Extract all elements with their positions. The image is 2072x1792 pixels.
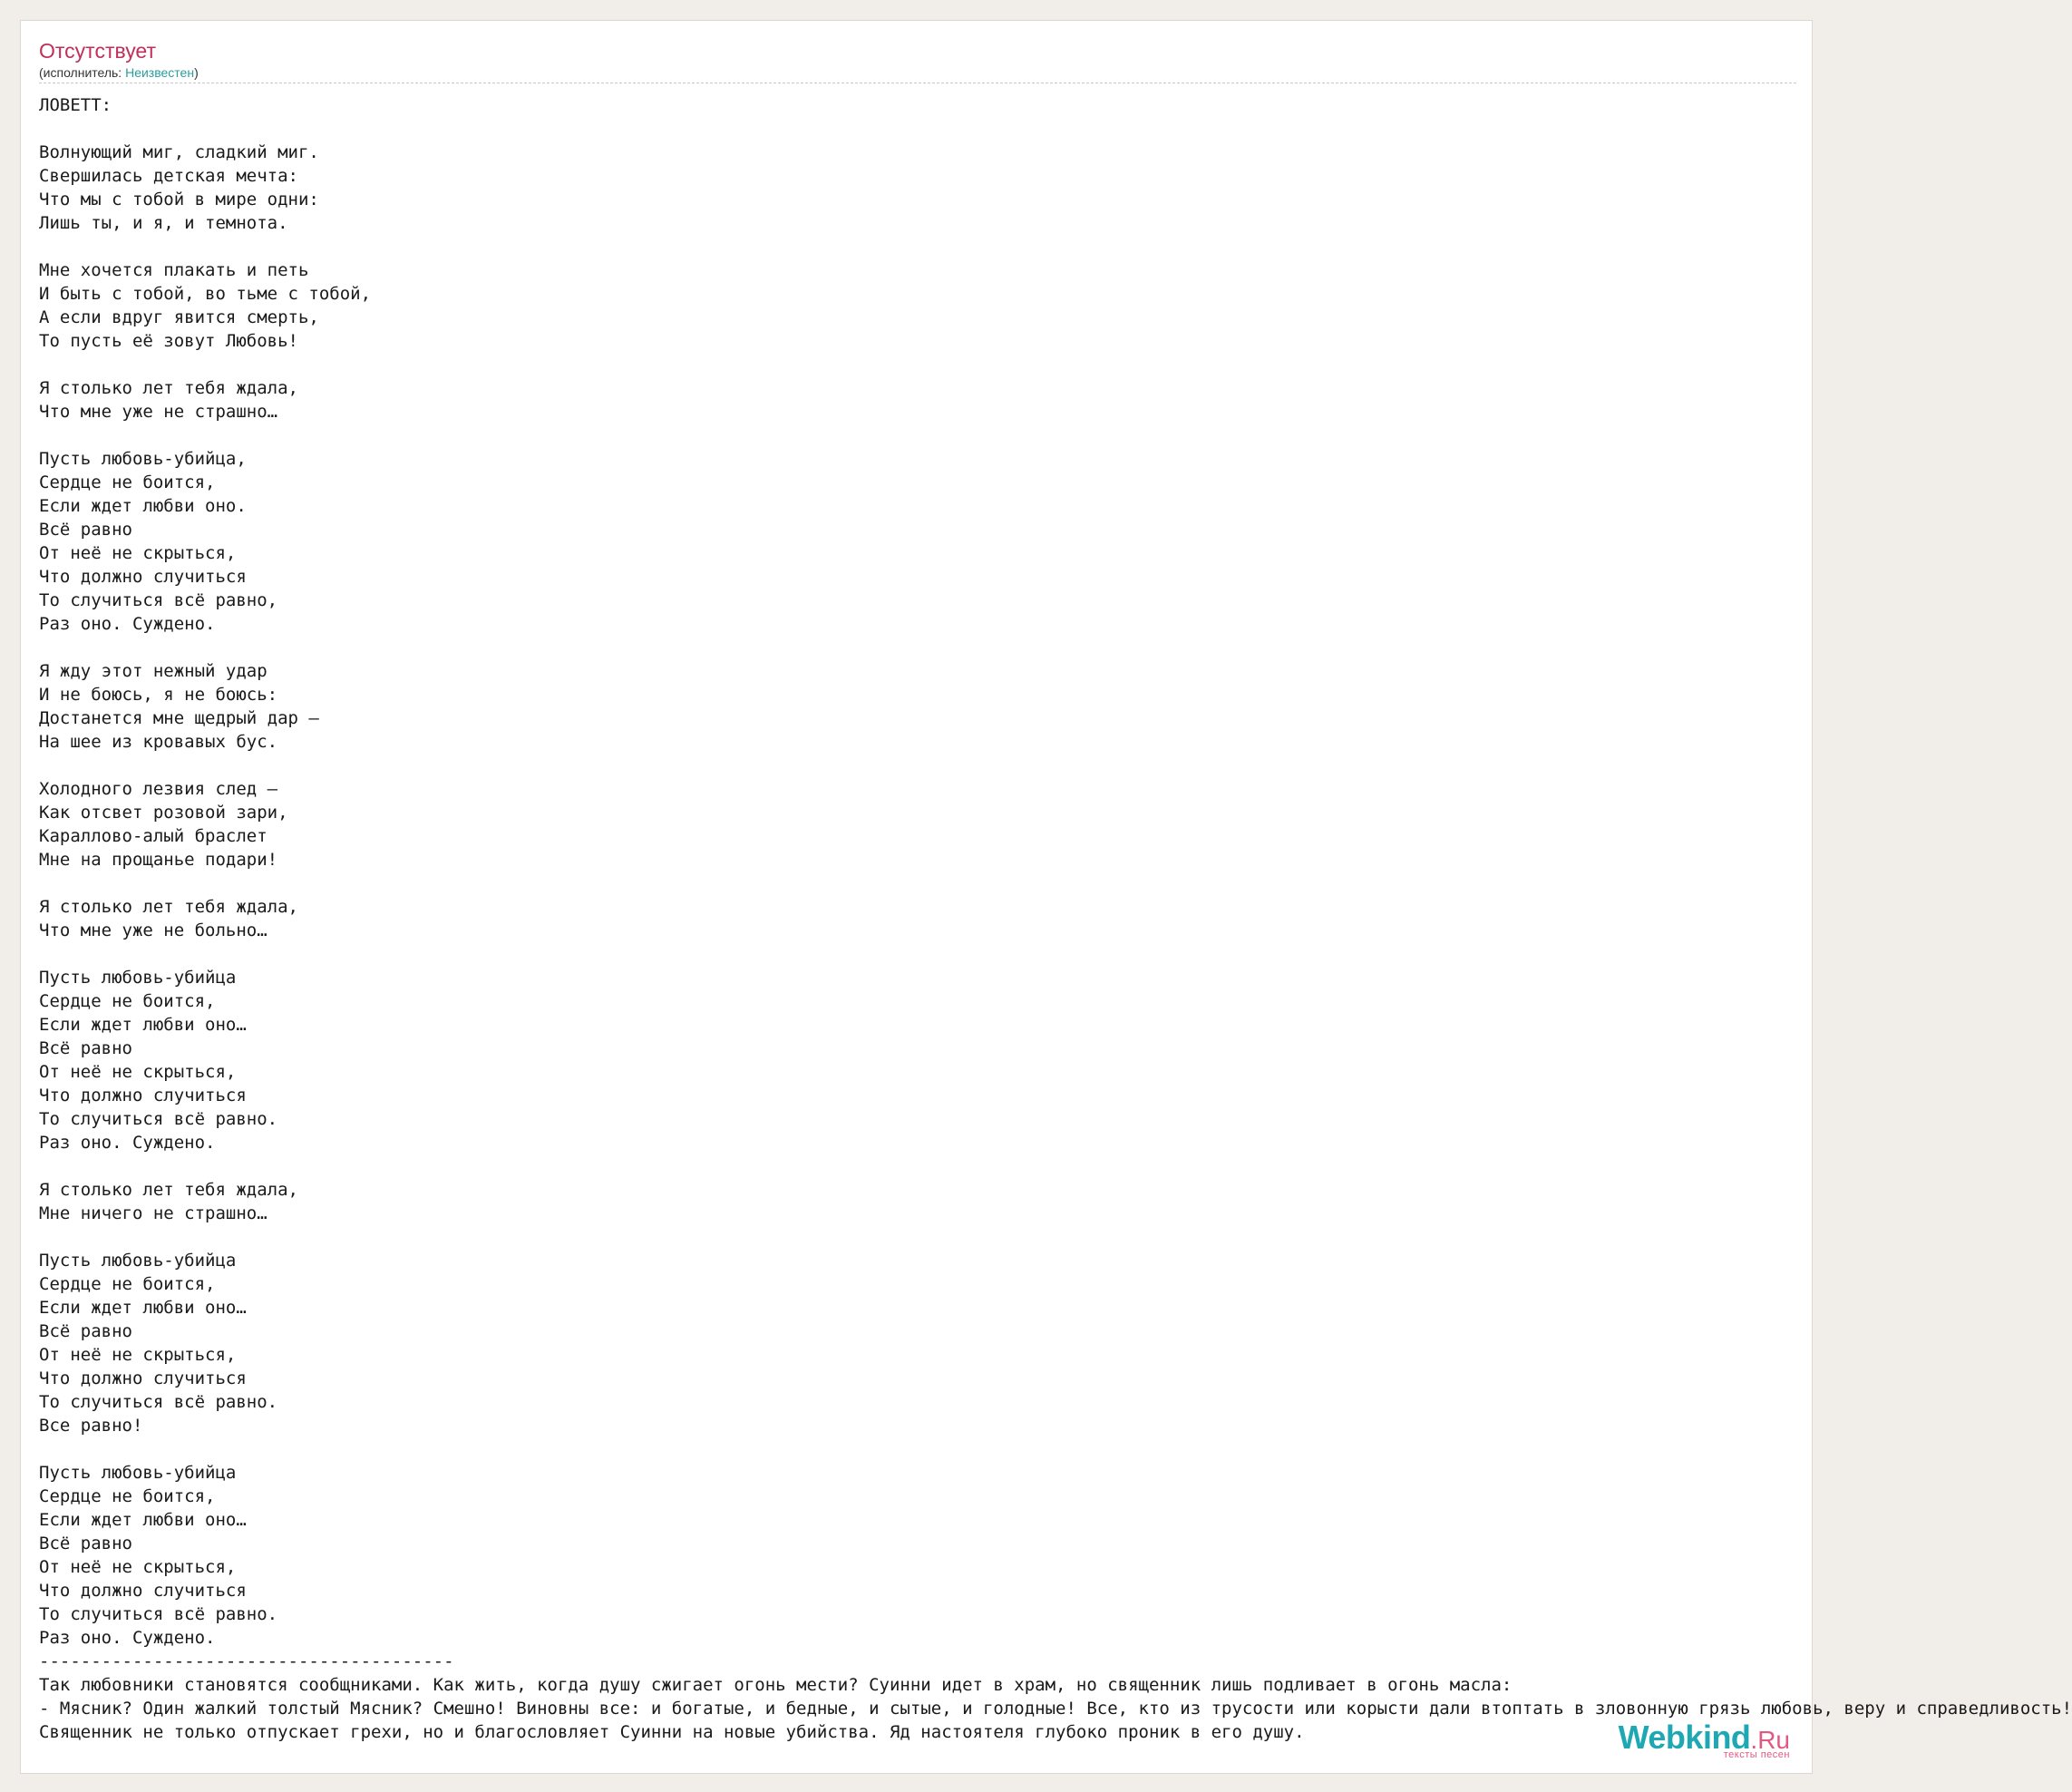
artist-line xyxy=(39,64,1796,81)
content-card xyxy=(20,20,2072,1774)
logo-tagline: тексты песен xyxy=(1723,1749,1790,1760)
lyrics-text: ЛОВЕТТ: Волнующий миг, сладкий миг. Свершилась детская мечта: Что мы с тобой в мире одни: Лишь ты, и я, и темнота. Мне хочется плакать и петь И быть с тобой, во тьме с тобой, А если вдруг явится смерть, То пусть её зовут Любовь! Я столько лет тебя ждала, Что мне уже не страшно… Пусть любовь-убийца, Сердце не боится, Если ждет любви оно. Всё равно От неё не скрыться, Что должно случиться То случиться всё равно, Раз оно. Суждено. Я жду этот нежный удар И не боюсь, я не боюсь: Достанется мне щедрый дар — На шее из кровавых бус. Холодного лезвия след — Как отсвет розовой зари, Караллово-алый браслет Мне на прощанье подари! Я столько лет тебя ждала, Что мне уже не больно… Пусть любовь-убийца Сердце не боится, Если ждет любви оно… Всё равно От неё не скрыться, Что должно случиться То случиться всё равно. Раз оно. Суждено. Я столько лет тебя ждала, Мне ничего не страшно… Пусть любовь-убийца Сердце не боится, Если ждет любви оно… Всё равно От неё не скрыться, Что должно случиться То случиться всё равно. Все равно! Пусть любовь-убийца Сердце не боится, Если ждет любви оно… Всё равно От неё не скрыться, Что должно случиться То случиться всё равно. Раз оно. Суждено. ---------------------------------------- Так любовники становятся сообщниками. Как жить, когда душу сжигает огонь мести? Суинни идет в храм, но священник лишь подливает в огонь масла: - Мясник? Один жалкий толстый Мясник? Смешно! Виновны все: и богатые, и бедные, и сытые, и голодные! Все, кто из трусости или корысти дали втоптать в зловонную грязь любовь, веру и справедливость! Священник не только отпускает грехи, но и благословляет Суинни на новые убийства. Яд настоятеля глубоко проник в его душу. xyxy=(39,95,2072,1742)
song-title: Отсутствует xyxy=(39,39,156,63)
logo-tld: .Ru xyxy=(1750,1726,1790,1754)
artist-prefix: (исполнитель: xyxy=(39,65,126,80)
artist-link[interactable]: Неизвестен xyxy=(125,65,195,80)
artist-suffix: ) xyxy=(194,65,199,80)
logo-wordmark: Webkind xyxy=(1618,1719,1751,1756)
song-header xyxy=(39,37,1796,83)
site-logo[interactable] xyxy=(1619,1721,1790,1760)
